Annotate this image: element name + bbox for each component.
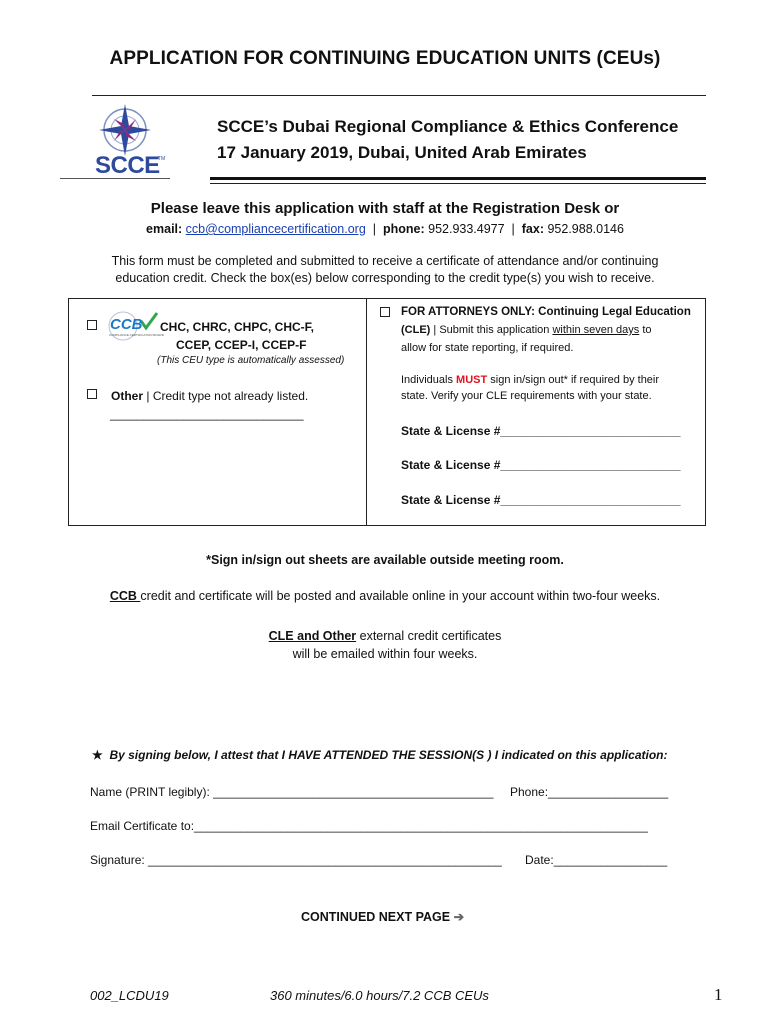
state-license-blank: ___________________________ [500, 458, 681, 472]
state-license-blank: ___________________________ [500, 493, 681, 507]
cle-description-2: allow for state reporting, if required. [401, 342, 574, 354]
state-license-label: State & License # [401, 493, 501, 507]
other-checkbox[interactable] [87, 389, 97, 399]
other-label: Other [111, 389, 144, 403]
continued-next-page [301, 909, 464, 924]
attestation [92, 748, 667, 762]
conference-date: 17 January 2019, Dubai, United Arab Emirates [217, 143, 587, 162]
cle-email-note-2: will be emailed within four weeks. [292, 647, 478, 661]
header-rule-thick [210, 177, 706, 180]
ccb-logo-subtext: COMPLIANCE CERTIFICATION BOARD [109, 333, 164, 337]
individuals-note [401, 374, 659, 386]
email-link[interactable]: ccb@compliancecertification.org [185, 222, 366, 236]
phone-field-label: Phone: [510, 785, 549, 799]
name-blank: __________________________________________ [213, 785, 494, 799]
form-note-line2: education credit. Check the box(es) below corresponding to the credit type(s) you wish to receive. [115, 271, 655, 285]
ccb-logo-text: CCB [110, 316, 143, 333]
scce-logo-text: SCCE [95, 152, 160, 179]
cle-title: FOR ATTORNEYS ONLY: Continuing Legal Education [401, 306, 691, 318]
form-note-line1: This form must be completed and submitted to receive a certificate of attendance and/or continuing [111, 254, 659, 268]
individuals-a: Individuals [401, 374, 457, 386]
state-license-2[interactable] [401, 458, 681, 472]
state-license-label: State & License # [401, 458, 501, 472]
ccb-logo [107, 311, 164, 341]
signature-blank: _____________________________________________________ [148, 853, 502, 867]
email-label: email: [146, 222, 183, 236]
phone-label: phone: [382, 222, 425, 236]
date-blank: _________________ [553, 853, 668, 867]
attestation-text: By signing below, I attest that I HAVE ATTENDED THE SESSION(S ) I indicated on this application: [109, 748, 668, 762]
header-rule-thin [210, 183, 706, 184]
ccb-posting-text: credit and certificate will be posted and available online in your account within two-four weeks. [140, 589, 661, 603]
credit-type-box [68, 298, 706, 526]
ccb-credentials-2: CCEP, CCEP-I, CCEP-F [176, 338, 307, 352]
name-field[interactable] [90, 785, 493, 799]
cle-desc-a: Submit this application [439, 324, 553, 336]
state-license-3[interactable] [401, 493, 681, 507]
scce-logo-tm: TM [158, 156, 166, 162]
continued-text: CONTINUED NEXT PAGE [301, 910, 451, 924]
scce-logo [92, 100, 172, 184]
fax-value: 952.988.0146 [547, 222, 624, 236]
ccb-posting-note [0, 589, 770, 603]
cle-desc-b: to [639, 324, 652, 336]
phone-blank: __________________ [548, 785, 669, 799]
conference-name: SCCE’s Dubai Regional Compliance & Ethics Conference [217, 117, 679, 136]
email-certificate-field[interactable] [90, 819, 648, 833]
form-code: 002_LCDU19 [90, 988, 169, 1003]
individuals-b: sign in/sign out* if required by their [487, 374, 660, 386]
title-rule [92, 95, 706, 96]
cle-other-underlined: CLE and Other [268, 629, 357, 643]
ccb-checkbox[interactable] [87, 320, 97, 330]
state-license-blank: ___________________________ [500, 424, 681, 438]
cle-email-note [0, 629, 770, 643]
phone-value: 952.933.4977 [428, 222, 505, 236]
date-label: Date: [525, 853, 554, 867]
ccb-credentials-1: CHC, CHRC, CHPC, CHC-F, [160, 320, 314, 334]
state-license-label: State & License # [401, 424, 501, 438]
separator: | [511, 222, 515, 236]
ceu-summary: 360 minutes/6.0 hours/7.2 CCB CEUs [270, 988, 489, 1003]
other-description: Credit type not already listed. [152, 389, 309, 403]
state-license-1[interactable] [401, 424, 681, 438]
cle-checkbox[interactable] [380, 307, 390, 317]
ccb-underlined: CCB [109, 589, 141, 603]
fax-label: fax: [521, 222, 544, 236]
phone-field[interactable] [510, 785, 668, 799]
instruction-text: Please leave this application with staff at the Registration Desk or [150, 200, 620, 217]
separator: | [372, 222, 377, 236]
logo-underline [60, 178, 170, 179]
individuals-note-2: state. Verify your CLE requirements with your state. [401, 390, 652, 402]
star-icon: ★ [92, 748, 103, 762]
cle-label: (CLE) [401, 324, 431, 336]
ccb-note: (This CEU type is automatically assessed) [157, 355, 345, 366]
name-label: Name (PRINT legibly): [90, 785, 214, 799]
page-title: APPLICATION FOR CONTINUING EDUCATION UNITS (CEUs) [109, 48, 661, 69]
cle-desc-underlined: within seven days [552, 324, 640, 336]
signature-field[interactable] [90, 853, 502, 867]
cle-description: (CLE) | Submit this application within seven days to [401, 324, 652, 336]
page-number: 1 [714, 985, 723, 1004]
other-blank[interactable]: _____________________________ [110, 407, 304, 421]
must-emphasis: MUST [456, 374, 488, 386]
signature-label: Signature: [90, 853, 149, 867]
cle-email-text: external credit certificates [356, 629, 502, 643]
other-option: Other | Credit type not already listed. [111, 389, 309, 403]
contact-line [0, 222, 770, 236]
email-certificate-label: Email Certificate to: [90, 819, 195, 833]
date-field[interactable] [525, 853, 667, 867]
arrow-right-icon: ➔ [453, 910, 465, 924]
signin-note: *Sign in/sign out sheets are available outside meeting room. [206, 553, 564, 567]
column-divider [366, 299, 367, 525]
email-certificate-blank: ____________________________________________________________________ [194, 819, 648, 833]
